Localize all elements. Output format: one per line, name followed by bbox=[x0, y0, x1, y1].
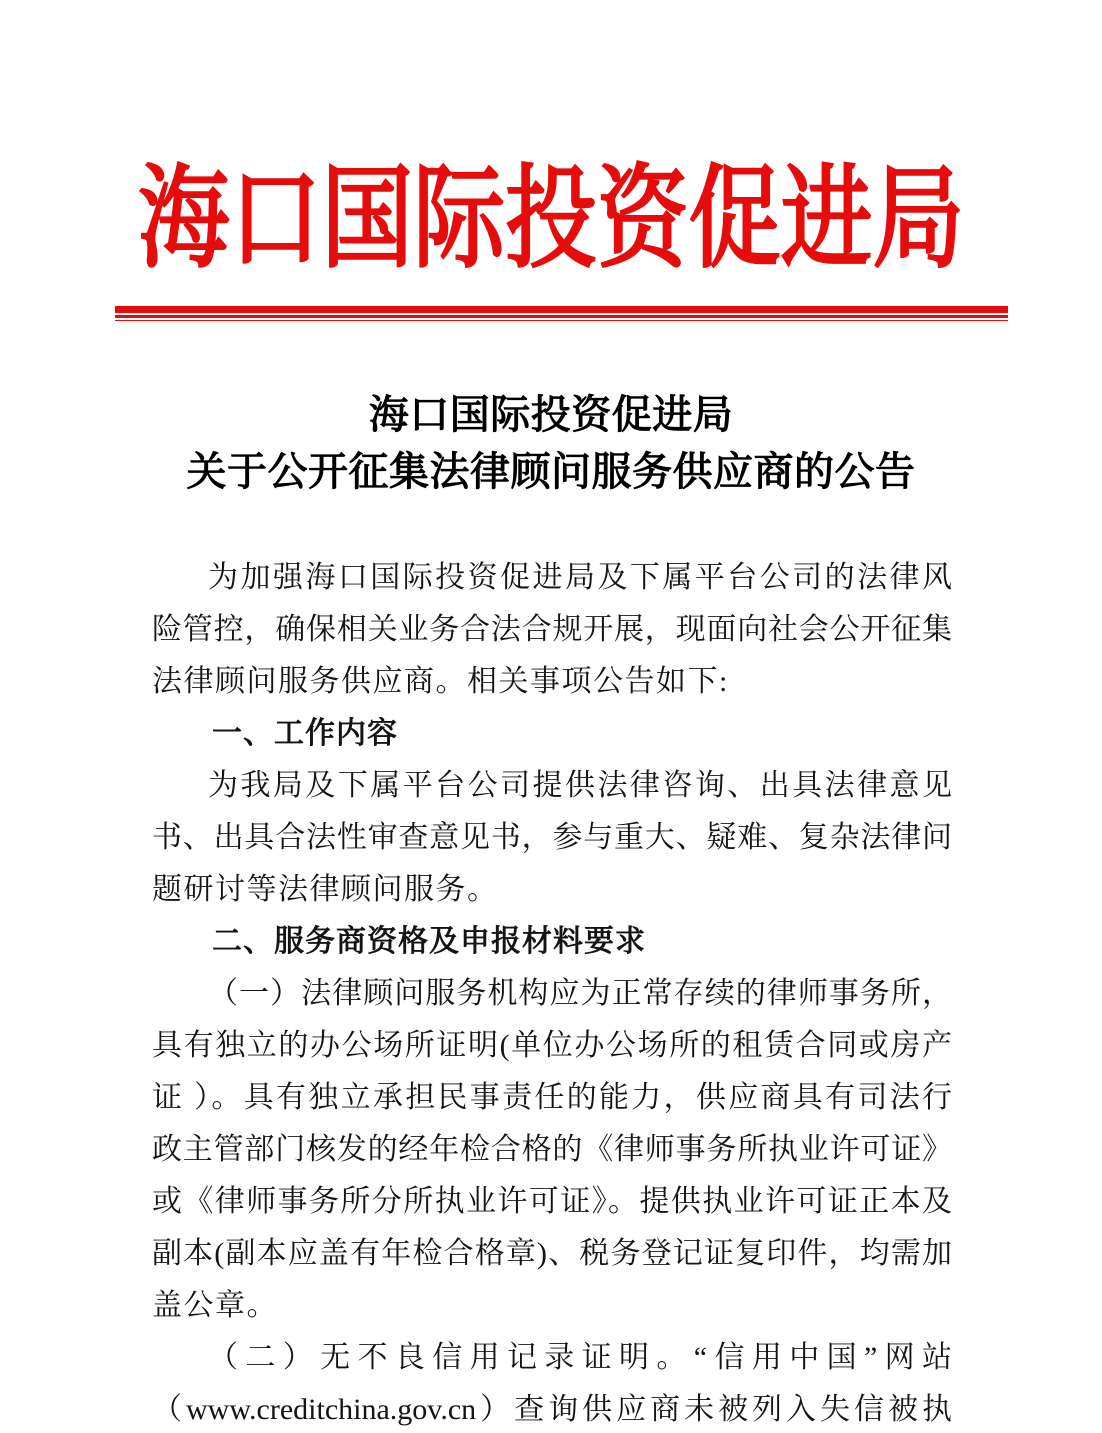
text-line: 盖公章。 bbox=[152, 1289, 278, 1322]
section-heading-2: 二、服务商资格及申报材料要求 bbox=[212, 925, 646, 958]
text-line: 为我局及下属平台公司提供法律咨询、出具法律意见 bbox=[208, 769, 952, 802]
text-line: 证 ）。具有独立承担民事责任的能力，供应商具有司法行 bbox=[152, 1081, 952, 1114]
text-line: 题研讨等法律顾问服务。 bbox=[152, 873, 499, 906]
text-line: 法律顾问服务供应商。相关事项公告如下: bbox=[152, 665, 729, 698]
document-body bbox=[152, 552, 952, 1433]
document-title-line2: 关于公开征集法律顾问服务供应商的公告 bbox=[186, 449, 916, 494]
text-line: 书、出具合法性审查意见书，参与重大、疑难、复杂法律问 bbox=[152, 821, 952, 854]
masthead-org-name: 海口国际投资促进局 bbox=[137, 158, 965, 282]
text-line: 或《律师事务所分所执业许可证》。提供执业许可证正本及 bbox=[152, 1185, 952, 1218]
text-line: （二）无不良信用记录证明。“信用中国”网站 bbox=[208, 1341, 952, 1374]
text-line: 为加强海口国际投资促进局及下属平台公司的法律风 bbox=[208, 561, 952, 594]
document-title bbox=[0, 386, 1102, 500]
text-line: 险管控，确保相关业务合法合规开展，现面向社会公开征集 bbox=[152, 613, 952, 646]
text-line: 副本(副本应盖有年检合格章)、税务登记证复印件，均需加 bbox=[152, 1237, 952, 1270]
text-line: 具有独立的办公场所证明(单位办公场所的租赁合同或房产 bbox=[152, 1029, 952, 1062]
red-divider-thick-bar bbox=[115, 306, 1008, 313]
document-title-line1: 海口国际投资促进局 bbox=[368, 392, 734, 437]
text-line: 政主管部门核发的经年检合格的《律师事务所执业许可证》 bbox=[152, 1133, 952, 1166]
text-line: （一）法律顾问服务机构应为正常存续的律师事务所， bbox=[208, 977, 952, 1010]
text-line: （www.creditchina.gov.cn）查询供应商未被列入失信被执 bbox=[152, 1393, 952, 1426]
red-divider-hairline-bar bbox=[115, 320, 1008, 322]
red-divider bbox=[115, 306, 1008, 321]
section-heading-1: 一、工作内容 bbox=[212, 717, 398, 750]
